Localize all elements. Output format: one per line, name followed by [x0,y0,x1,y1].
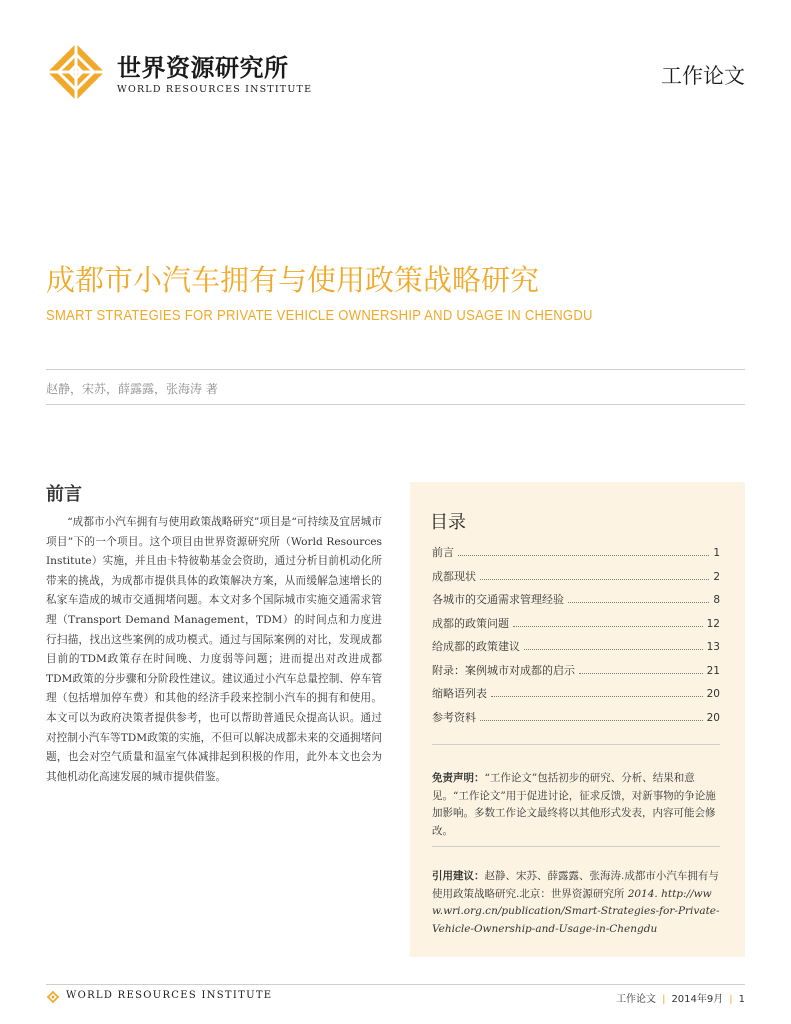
toc-item-page: 2 [713,570,720,583]
footer-separator: | [729,994,733,1005]
preface-body [46,513,382,787]
toc-leader [568,602,709,603]
org-name-en: WORLD RESOURCES INSTITUTE [117,84,313,95]
toc-item-abbreviations[interactable] [432,685,720,709]
toc-leader [513,626,703,627]
disclaimer-label: 免责声明： [432,772,485,784]
toc-leader [458,555,709,556]
toc-item-page: 20 [706,711,720,724]
footer-date: 2014年9月 [671,994,724,1005]
footer-separator: | [662,994,666,1005]
toc-item-page: 13 [706,641,720,653]
preface-paragraph: “成都市小汽车拥有与使用政策战略研究”项目是“可持续及宜居城市项目”下的一个项目。这个项目由世界资源研究所（World Resources Institute）实施，并且由卡特彼勒基金会资助，通过分析目前机动化所带来的挑战，为成都市提供具体的政策解决方案，从而缓解急速增长的私家车造成的城市交通拥堵问题。本文对多个国际城市实施交通需求管理（Transport Demand Management，TDM）的时间点和力度进行扫描，找出这些案例的成功模式。通过与国际案例的对比，发现成都目前的TDM政策存在时间晚、力度弱等问题；进而提出对改进成都TDM政策的分步骤和分阶段性建议。建议通过小汽车总量控制、停车管理（包括增加停车费）和其他的经济手段来控制小汽车的拥有和使用。本文可以为政府决策者提供参考，也可以帮助普通民众提高认识。通过对控制小汽车等TDM政策的实施，不但可以解决成都未来的交通拥堵问题，也会对空气质量和温室气体减排起到积极的作用，此外本文也会为其他机动化高速发展的城市提供借鉴。 [46,516,382,783]
footer-org-name: WORLD RESOURCES INSTITUTE [66,990,273,1001]
toc-item-label: 附录：案例城市对成都的启示 [432,663,575,677]
footer-page-number: 1 [738,994,745,1005]
toc-item-policy-recommendations[interactable] [432,638,720,662]
citation-label: 引用建议： [432,870,485,882]
wri-logo-small-icon [46,990,60,1004]
disclaimer-text: “工作论文”包括初步的研究、分析、结果和意见。“工作论文”用于促进讨论，征求反馈，对新事物的争论施加影响。多数工作论文最终将以其他形式发表，内容可能会修改。 [432,772,716,837]
divider-top [46,369,745,370]
toc-item-preface[interactable] [432,544,720,568]
wri-logo-mark-icon [44,40,108,104]
authors-line: 赵静，宋苏，薛露露，张海涛 著 [46,382,218,396]
toc-item-page: 12 [706,617,720,630]
footer-divider [46,984,745,985]
title-chinese: 成都市小汽车拥有与使用政策战略研究 [46,263,540,297]
toc-leader [579,673,703,674]
disclaimer [432,770,720,840]
toc-list [432,544,720,732]
toc-item-label: 参考资料 [432,710,476,724]
toc-item-page: 8 [713,594,720,606]
footer-doc-type: 工作论文 [616,994,657,1005]
toc-leader [480,579,709,580]
toc-item-label: 前言 [432,546,454,559]
toc-item-label: 给成都的政策建议 [432,640,520,653]
footer-meta [616,990,745,1005]
toc-leader [524,649,703,650]
toc-item-label: 各城市的交通需求管理经验 [432,593,564,606]
toc-item-references[interactable] [432,709,720,733]
toc-item-label: 成都的政策问题 [432,616,509,630]
toc-item-label: 缩略语列表 [432,687,487,700]
title-english: SMART STRATEGIES FOR PRIVATE VEHICLE OWNERSHIP AND USAGE IN CHENGDU [46,308,593,324]
toc-item-current-status[interactable] [432,568,720,592]
citation-url[interactable]: http://www.wri.org.cn/publication/Smart-Strategies-for-Private-Vehicle-Ownership-and-Usage-in-Chengdu [432,887,720,935]
toc-leader [480,720,703,721]
document-type-label: 工作论文 [661,64,745,88]
sidebar-divider [432,846,720,847]
toc-item-appendix[interactable] [432,662,720,686]
toc-item-page: 20 [706,688,720,700]
toc-item-tdm-experience[interactable] [432,591,720,615]
org-name-cn: 世界资源研究所 [117,53,289,82]
sidebar-panel [410,482,745,957]
preface-heading: 前言 [46,484,82,505]
toc-heading: 目录 [430,512,466,533]
citation-text: 赵静、宋苏、薛露露、张海涛.成都市小汽车拥有与使用政策战略研究.北京：世界资源研究所 [432,870,719,900]
toc-item-page: 21 [706,664,720,677]
toc-item-page: 1 [713,547,720,559]
citation [432,868,722,938]
toc-item-policy-issues[interactable] [432,615,720,639]
sidebar-divider [432,744,720,745]
citation-year: 2014. [627,887,658,900]
divider-authors [46,404,745,405]
toc-item-label: 成都现状 [432,569,476,583]
toc-leader [491,696,703,697]
